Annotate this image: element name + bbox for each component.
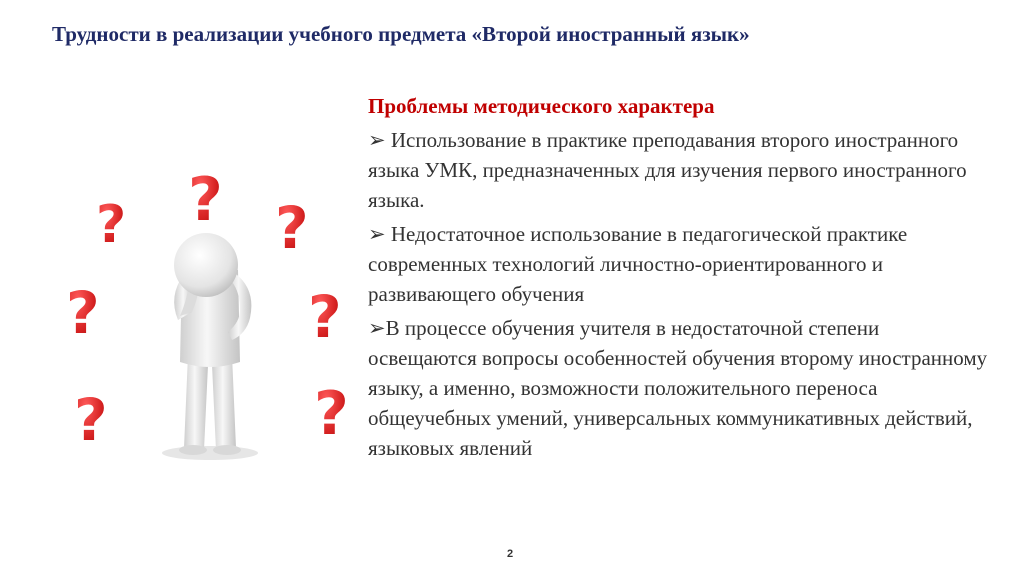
- bullet-item: [368, 313, 988, 463]
- question-mark-icon: ?: [74, 386, 108, 454]
- bullet-text: Использование в практике преподавания второго иностранного языка УМК, предназначенных для изучения первого иностранного языка.: [368, 128, 967, 212]
- left-leg: [184, 355, 208, 450]
- content-block: [368, 93, 988, 467]
- arrow-bullet-icon: ➢: [368, 316, 386, 340]
- slide-title: Трудности в реализации учебного предмета «Второй иностранный язык»: [52, 22, 750, 46]
- thinking-person-illustration: [60, 150, 370, 480]
- question-mark-icon: ?: [275, 194, 309, 262]
- head: [174, 233, 238, 297]
- floor-shadow: [162, 446, 258, 460]
- bullet-item: [368, 125, 988, 215]
- right-leg: [212, 355, 236, 450]
- section-heading: Проблемы методического характера: [368, 94, 715, 118]
- bullet-text: Недостаточное использование в педагогической практике современных технологий личностно-ориентированного и развивающего обучения: [368, 222, 908, 306]
- arrow-bullet-icon: ➢: [368, 128, 391, 152]
- arrow-bullet-icon: ➢: [368, 222, 391, 246]
- question-mark-icon: ?: [188, 165, 223, 235]
- bullet-text: В процессе обучения учителя в недостаточной степени освещаются вопросы особенностей обучения второму иностранному языку, а именно, возможности положительного переноса общеучебных умений, универсальных коммуникативных действий, языковых явлений: [368, 316, 988, 460]
- question-mark-icon: ?: [314, 379, 349, 449]
- question-mark-icon: ?: [308, 283, 342, 351]
- question-mark-icon: ?: [66, 279, 100, 347]
- question-mark-icon: ?: [96, 195, 127, 255]
- page-number: 2: [507, 548, 514, 560]
- thinking-person-graphic: [60, 150, 370, 480]
- bullet-item: [368, 219, 988, 309]
